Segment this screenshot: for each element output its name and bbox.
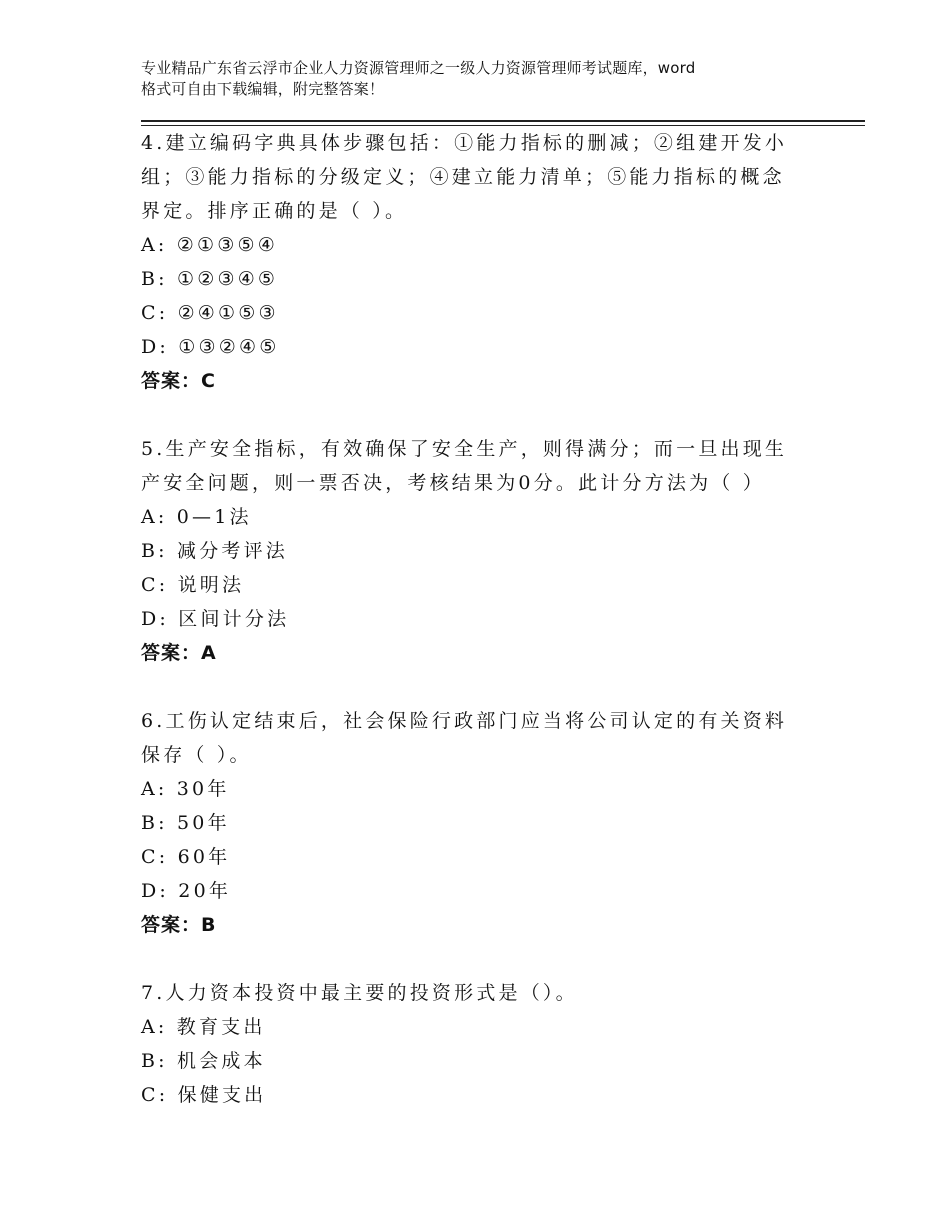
option-a: A: 0—1法 (141, 506, 252, 528)
question-spacer (141, 670, 821, 704)
question-stem: 5.生产安全指标，有效确保了安全生产，则得满分；而一旦出现生产安全问题，则一票否决，考核结果为0分。此计分方法为（ ） (141, 438, 788, 494)
option-c: C: 说明法 (141, 574, 245, 596)
question-4 (141, 126, 821, 398)
question-list (141, 126, 821, 1112)
option-b: B: 机会成本 (141, 1050, 266, 1072)
option-d: D: ①③②④⑤ (141, 336, 280, 358)
option-b: B: 50年 (141, 812, 230, 834)
option-a: A: ②①③⑤④ (141, 234, 278, 256)
option-c: C: 保健支出 (141, 1084, 267, 1106)
option-c: C: ②④①⑤③ (141, 302, 279, 324)
question-stem: 7.人力资本投资中最主要的投资形式是（）。 (141, 982, 578, 1004)
option-b: B: 减分考评法 (141, 540, 289, 562)
answer-label: 答案：A (141, 642, 217, 664)
question-7 (141, 976, 821, 1112)
option-b: B: ①②③④⑤ (141, 268, 279, 290)
question-6 (141, 704, 821, 942)
question-spacer (141, 398, 821, 432)
header-line-1: 专业精品广东省云浮市企业人力资源管理师之一级人力资源管理师考试题库，word (141, 59, 696, 77)
question-5 (141, 432, 821, 670)
option-a: A: 教育支出 (141, 1016, 266, 1038)
option-c: C: 60年 (141, 846, 231, 868)
question-spacer (141, 942, 821, 976)
header-divider-thick (141, 120, 865, 122)
option-d: D: 20年 (141, 880, 232, 902)
answer-label: 答案：C (141, 370, 216, 392)
answer-label: 答案：B (141, 914, 217, 936)
document-header (141, 58, 841, 100)
question-stem: 6.工伤认定结束后，社会保险行政部门应当将公司认定的有关资料保存（ ）。 (141, 710, 788, 766)
option-d: D: 区间计分法 (141, 608, 290, 630)
header-line-2: 格式可自由下载编辑，附完整答案！ (141, 80, 385, 98)
option-a: A: 30年 (141, 778, 230, 800)
question-stem: 4.建立编码字典具体步骤包括：①能力指标的删减；②组建开发小组；③能力指标的分级定义；④建立能力清单；⑤能力指标的概念界定。排序正确的是（ ）。 (141, 132, 788, 222)
